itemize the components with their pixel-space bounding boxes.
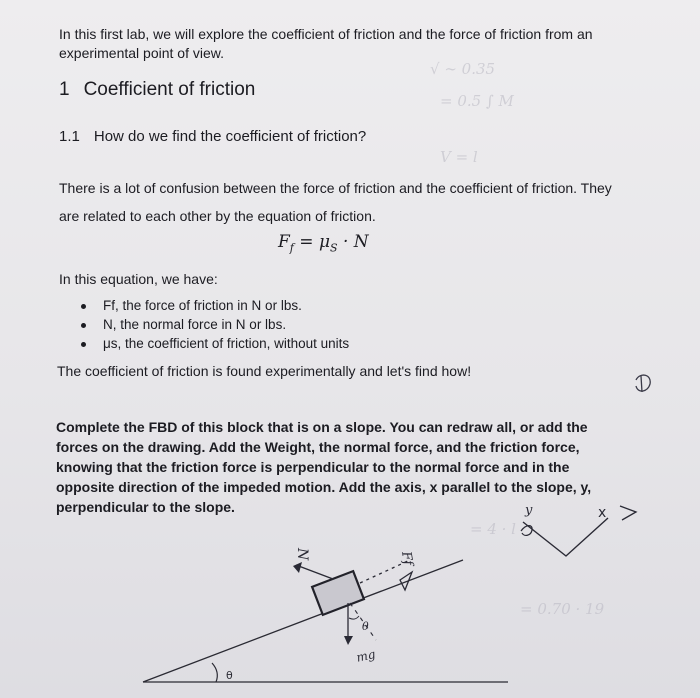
inner-angle-label: θ — [362, 620, 369, 633]
friction-force-label: Ff — [398, 550, 416, 567]
eq-force-symbol: F — [278, 232, 290, 252]
fbd-task-instructions: Complete the FBD of this block that is on a slope. You can redraw all, or add the forces on the drawing. Add the Weight, the normal force, and the friction force, knowing that the friction force is perpendicular to the normal force and in the opposite direction of the impeded motion. Add the axis, x parallel to the slope, y, perpendicular to the slope. — [56, 419, 592, 515]
normal-force-arrow — [296, 565, 333, 579]
subsection-number: 1.1 — [59, 128, 80, 145]
eq-mu-subscript: S — [330, 241, 338, 255]
section-title: Coefficient of friction — [83, 79, 256, 100]
friction-equation: $F_f = \mu_S \cdot N$ — [278, 232, 369, 255]
subsection-title: How do we find the coefficient of friction? — [93, 128, 367, 145]
list-item: μs, the coefficient of friction, without units — [79, 334, 349, 353]
axes-sketch — [523, 518, 608, 556]
experiment-paragraph: The coefficient of friction is found experimentally and let's find how! — [57, 363, 472, 379]
bleed-through-mark: √ ∼ 0.35 — [430, 60, 496, 78]
equation-intro: In this equation, we have: — [59, 271, 218, 287]
eq-mu-symbol: μ — [318, 232, 330, 252]
bleed-through-mark: = 0.5 ∫ M — [440, 92, 514, 110]
weight-label: mg — [355, 646, 377, 665]
eq-force-subscript: f — [289, 241, 294, 255]
angle-arc — [212, 663, 217, 682]
section-number: 1 — [59, 79, 70, 100]
normal-force-label: N — [294, 548, 310, 561]
eq-normal-term: · N — [342, 232, 369, 252]
list-item: N, the normal force in N or lbs. — [79, 315, 349, 334]
inner-angle-arc — [349, 616, 359, 619]
list-item: Ff, the force of friction in N or lbs. — [79, 296, 349, 315]
friction-arrowhead — [400, 572, 412, 590]
x-axis-arrowhead — [620, 506, 636, 520]
bleed-through-mark: V = l — [440, 148, 478, 166]
bleed-through-mark: = 4 · l — [470, 520, 516, 538]
confusion-paragraph: There is a lot of confusion between the force of friction and the coefficient of friction. They are related to each other by the equation of friction. — [59, 180, 612, 224]
block — [312, 571, 364, 615]
y-axis-label: y — [525, 503, 533, 518]
weight-arrowhead — [344, 636, 353, 645]
incline-line — [143, 560, 463, 682]
incline-angle-label: θ — [226, 669, 233, 682]
margin-doodle — [636, 375, 650, 392]
x-axis-label: x — [598, 505, 607, 521]
intro-paragraph: In this first lab, we will explore the coefficient of friction and the force of friction from an experimental point of view. — [59, 26, 593, 61]
bleed-through-mark: = 0.70 · 19 — [520, 600, 605, 618]
